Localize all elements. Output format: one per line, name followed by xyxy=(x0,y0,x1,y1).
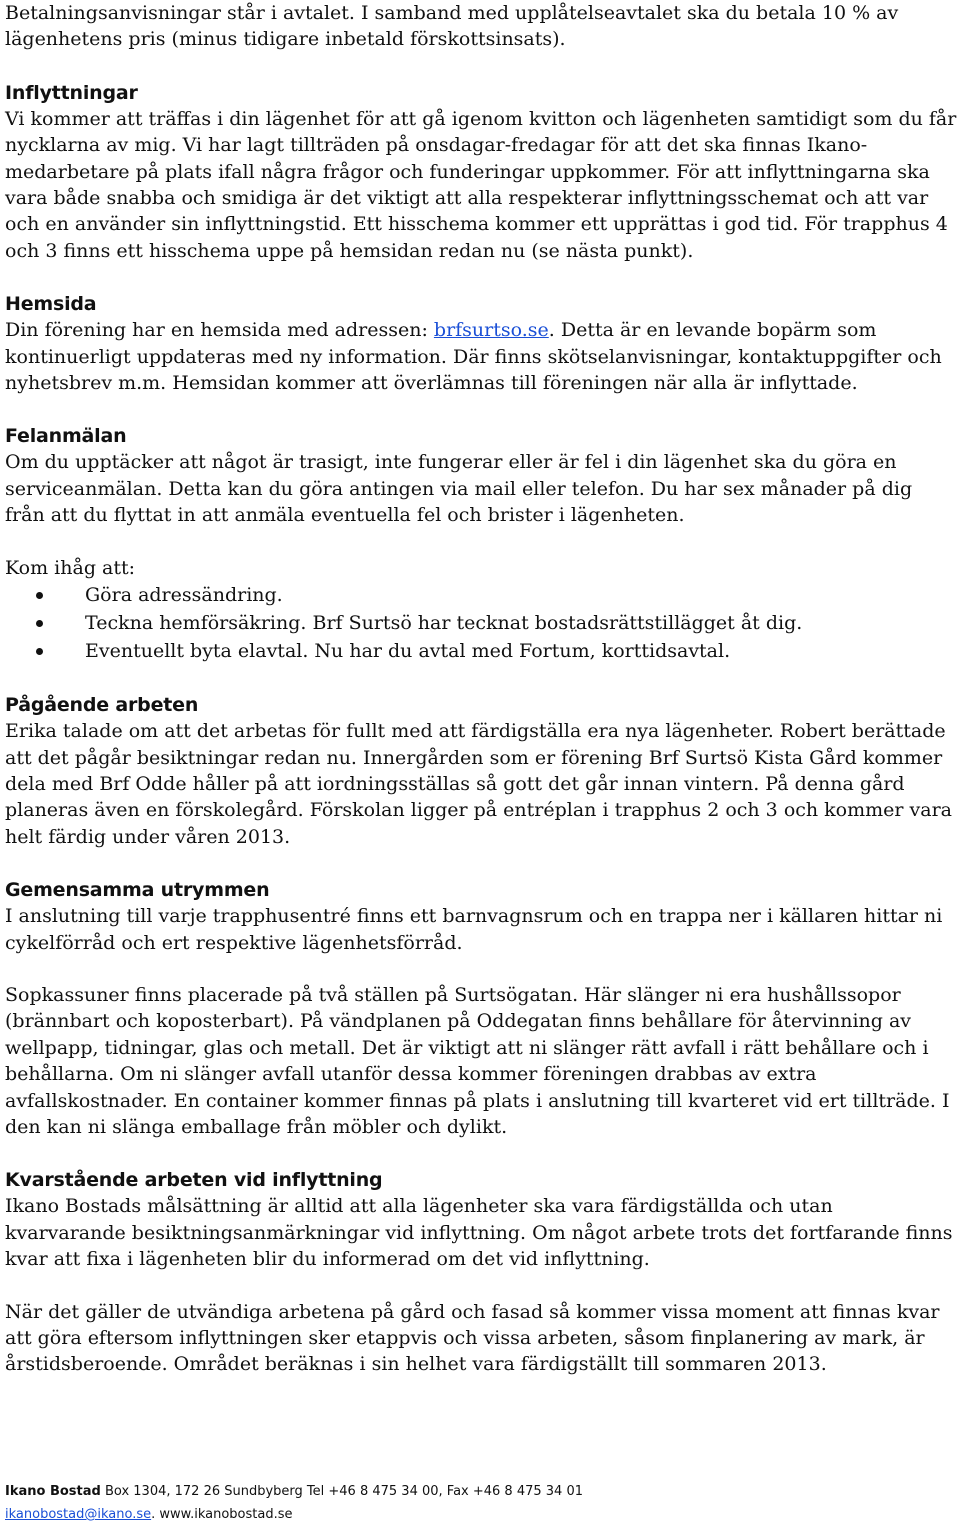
document-page xyxy=(5,0,957,1378)
section-felanmalan xyxy=(5,423,957,665)
paragraph-felanmalan: Om du upptäcker att något är trasigt, inte fungerar eller är fel i din lägenhet ska du göra en serviceanmälan. Detta kan du göra antingen via mail eller telefon. Du har sex månader på dig från att du flyttat in att anmäla eventuella fel och brister i lägenheten. xyxy=(5,451,913,527)
section-hemsida xyxy=(5,291,957,396)
paragraph-kvarstaende-1: Ikano Bostads målsättning är alltid att alla lägenheter ska vara färdigställda och utan kvarvarande besiktningsanmärkningar vid inflyttning. Om något arbete trots det fortfarande finns kvar att fixa i lägenheten blir du informerad om det vid inflyttning. xyxy=(5,1195,953,1271)
intro-paragraph: Betalningsanvisningar står i avtalet. I samband med upplåtelseavtalet ska du betala 10 % av lägenhetens pris (minus tidigare inbetald förskottsinsats). xyxy=(5,2,899,51)
footer-separator: . xyxy=(151,1507,160,1522)
footer-company: Ikano Bostad xyxy=(5,1484,101,1499)
hemsida-text-before: Din förening har en hemsida med adressen: xyxy=(5,319,434,342)
paragraph-gemensamma-2: Sopkassuner finns placerade på två ställen på Surtsögatan. Här slänger ni era hushållssopor (brännbart och koposterbart). På vändplanen på Oddegatan finns behållare för återvinning av wellpapp, tidningar, glas och metall. Det är viktigt att ni slänger rätt avfall i rätt behållare och i behållarna. Om ni slänger avfall utanför dessa kommer föreningen drabbas av extra avfallskostnader. En container kommer finnas på plats i anslutning till kvarteret vid ert tillträde. I den kan ni slänga emballage från möbler och dylikt. xyxy=(5,983,950,1138)
list-item xyxy=(5,609,957,637)
list-item xyxy=(5,637,957,665)
heading-hemsida: Hemsida xyxy=(5,293,97,316)
paragraph-hemsida xyxy=(5,317,957,396)
footer-website: www.ikanobostad.se xyxy=(159,1507,293,1522)
reminder-list xyxy=(5,581,957,665)
website-link[interactable]: brfsurtso.se xyxy=(433,319,549,342)
section-kvarstaende xyxy=(5,1167,957,1377)
heading-inflyttningar: Inflyttningar xyxy=(5,81,138,104)
heading-gemensamma: Gemensamma utrymmen xyxy=(5,879,270,902)
footer-address: Box 1304, 172 26 Sundbyberg Tel +46 8 475 34 00, Fax +46 8 475 34 01 xyxy=(100,1484,583,1499)
bullet-icon xyxy=(36,592,43,599)
bullet-icon xyxy=(36,648,43,655)
hemsida-text-after: . Detta är en levande bopärm som kontinuerligt uppdateras med ny information. Där finns skötselanvisningar, kontaktuppgifter och nyhetsbrev m.m. Hemsidan kommer att överlämnas till föreningen när alla är inflyttade. xyxy=(5,319,942,395)
list-item xyxy=(5,581,957,609)
paragraph-gemensamma-1: I anslutning till varje trapphusentré finns ett barnvagnsrum och en trappa ner i källaren hittar ni cykelförråd och ert respektive lägenhetsförråd. xyxy=(5,905,943,954)
section-pagaende xyxy=(5,692,957,850)
section-inflyttningar xyxy=(5,80,957,264)
footer-address-line xyxy=(5,1480,957,1503)
bullet-icon xyxy=(36,620,43,627)
section-gemensamma xyxy=(5,877,957,1140)
heading-felanmalan: Felanmälan xyxy=(5,425,127,448)
footer-email-link[interactable]: ikanobostad@ikano.se xyxy=(5,1507,152,1522)
heading-pagaende: Pågående arbeten xyxy=(5,694,199,717)
paragraph-pagaende: Erika talade om att det arbetas för fullt med att färdigställa era nya lägenheter. Robert berättade att det pågår besiktningar redan nu. Innergården som er förening Brf Surtsö Kista Gård kommer dela med Brf Odde håller på att iordningsställas så gott det går innan vintern. På denna gård planeras även en förskolegård. Förskolan ligger på entréplan i trapphus 2 och 3 och kommer vara helt färdig under våren 2013. xyxy=(5,720,952,848)
heading-kvarstaende: Kvarstående arbeten vid inflyttning xyxy=(5,1169,383,1192)
page-footer xyxy=(5,1480,957,1526)
reminder-label: Kom ihåg att: xyxy=(5,556,136,579)
paragraph-inflyttningar: Vi kommer att träffas i din lägenhet för att gå igenom kvitton och lägenheten samtidigt som du får nycklarna av mig. Vi har lagt tillträden på onsdagar-fredagar för att det ska finnas Ikano-medarbetare på plats ifall några frågor och funderingar uppkommer. För att inflyttningarna ska vara både snabba och smidiga är det viktigt att alla respekterar inflyttningsschemat och att var och en använder sin inflyttningstid. Ett hisschema kommer ett upprättas i god tid. För trapphus 4 och 3 finns ett hisschema uppe på hemsidan redan nu (se nästa punkt). xyxy=(5,107,957,262)
list-item-text: Eventuellt byta elavtal. Nu har du avtal med Fortum, korttidsavtal. xyxy=(85,640,731,663)
footer-contact-line xyxy=(5,1503,957,1526)
paragraph-kvarstaende-2: När det gäller de utvändiga arbetena på gård och fasad så kommer vissa moment att finnas kvar att göra eftersom inflyttningen sker etappvis och vissa arbeten, såsom finplanering av mark, är årstidsberoende. Området beräknas i sin helhet vara färdigställt till sommaren 2013. xyxy=(5,1300,940,1376)
list-item-text: Teckna hemförsäkring. Brf Surtsö har tecknat bostadsrättstillägget åt dig. xyxy=(85,612,803,635)
list-item-text: Göra adressändring. xyxy=(85,584,283,607)
